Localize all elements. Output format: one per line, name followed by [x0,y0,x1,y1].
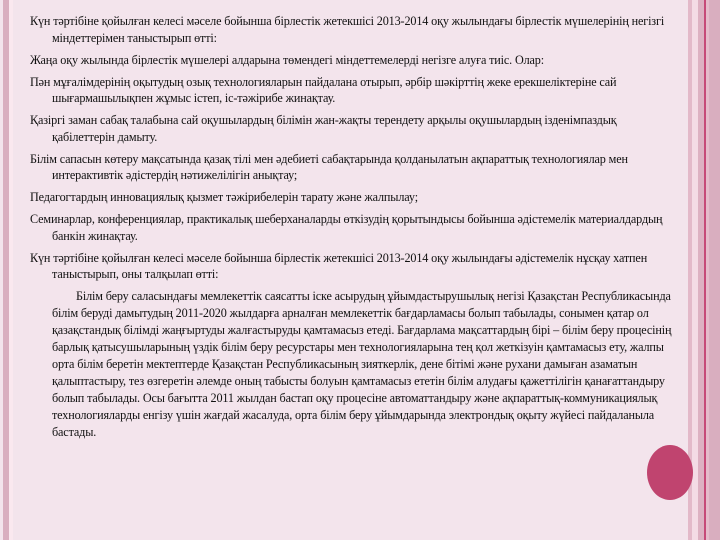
list-item: Күн тәртібіне қойылған келесі мәселе бойынша бірлестік жетекшісі 2013-2014 оқу жылындағы әдістемелік нұсқау хатпен таныстырып, оны талқылап өтті: [30,250,648,281]
list-item: Білім сапасын көтеру мақсатында қазақ тілі мен әдебиеті сабақтарында қолданылатын ақпараттық технологиялар мен интерактивтік әдістердің нәтижелілігін анықтау; [30,151,628,182]
list-item: Педагогтардың инновациялық қызмет тәжірибелерін тарату және жалпылау; [30,190,418,204]
list-item: Күн тәртібіне қойылған келесі мәселе бойынша бірлестік жетекшісі 2013-2014 оқу жылындағы бірлестік мүшелерінің негізгі міндеттерімен таныстырып өтті: [30,14,665,45]
right-border-stripes [688,0,720,540]
list-item: Семинарлар, конференциялар, практикалық шеберханаларды өткізудің қорытындысы бойынша әдістемелік материалдардың банкін жинақтау. [30,212,663,243]
list-item: Жаңа оқу жылында бірлестік мүшелері алдарына төмендегі міндеттемелерді негізге алуға тиіс. Олар: [30,52,544,67]
decorative-circle [647,445,693,500]
body-paragraph: Білім беру саласындағы мемлекеттік саясатты іске асырудың ұйымдастырушылық негізі Қазақстан Республикасында білім беруді дамытудың 2011-2020 жылдарға арналған мемлекеттік бағдарламасы болып табылады, сонымен қатар ол қазақстандық білімді жаңғыртуды жалғастыруды қамтамасыз етеді. Бағдарлама мақсаттардың бірі – білім беру процесінің барлық қатысушыларының үздік білім беру ресурстары мен технологияларына тең қол жеткізуін қамтамасыз ету, жалпы орта білім беретін мектептерде Қазақстан Республикасының зияткерлік, дене бітімі және рухани дамыған азаматын қалыптастыру, тез өзгеретін әлемде оның табысты болуын қамтамасыз ететін білім алудағы қажеттілігін қанағаттандыру болып табылады. Осы бағытта 2011 жылдан бастап оқу процесіне автоматтандыру және ақпараттық-коммуникациялық технологияларды енгізу үшін жағдай жасалуда, орта білім беру ұйымдарында электрондық оқыту жүйесі пайдаланыла бастады. [52,289,672,439]
left-border-highlight [9,0,13,540]
list-item: Пән мұғалімдерінің оқытудың озық технологияларын пайдалана отырып, әрбір шәкірттің жеке ерекшеліктеріне сай шығармашылықпен жұмыс істеп, іс-тәжірибе жинақтау. [30,74,617,105]
slide-content [30,13,680,441]
list-item: Қазіргі заман сабақ талабына сай оқушылардың білімін жан-жақты терендету арқылы оқушылардың ізденімпаздық қабілеттерін дамыту. [30,113,617,144]
